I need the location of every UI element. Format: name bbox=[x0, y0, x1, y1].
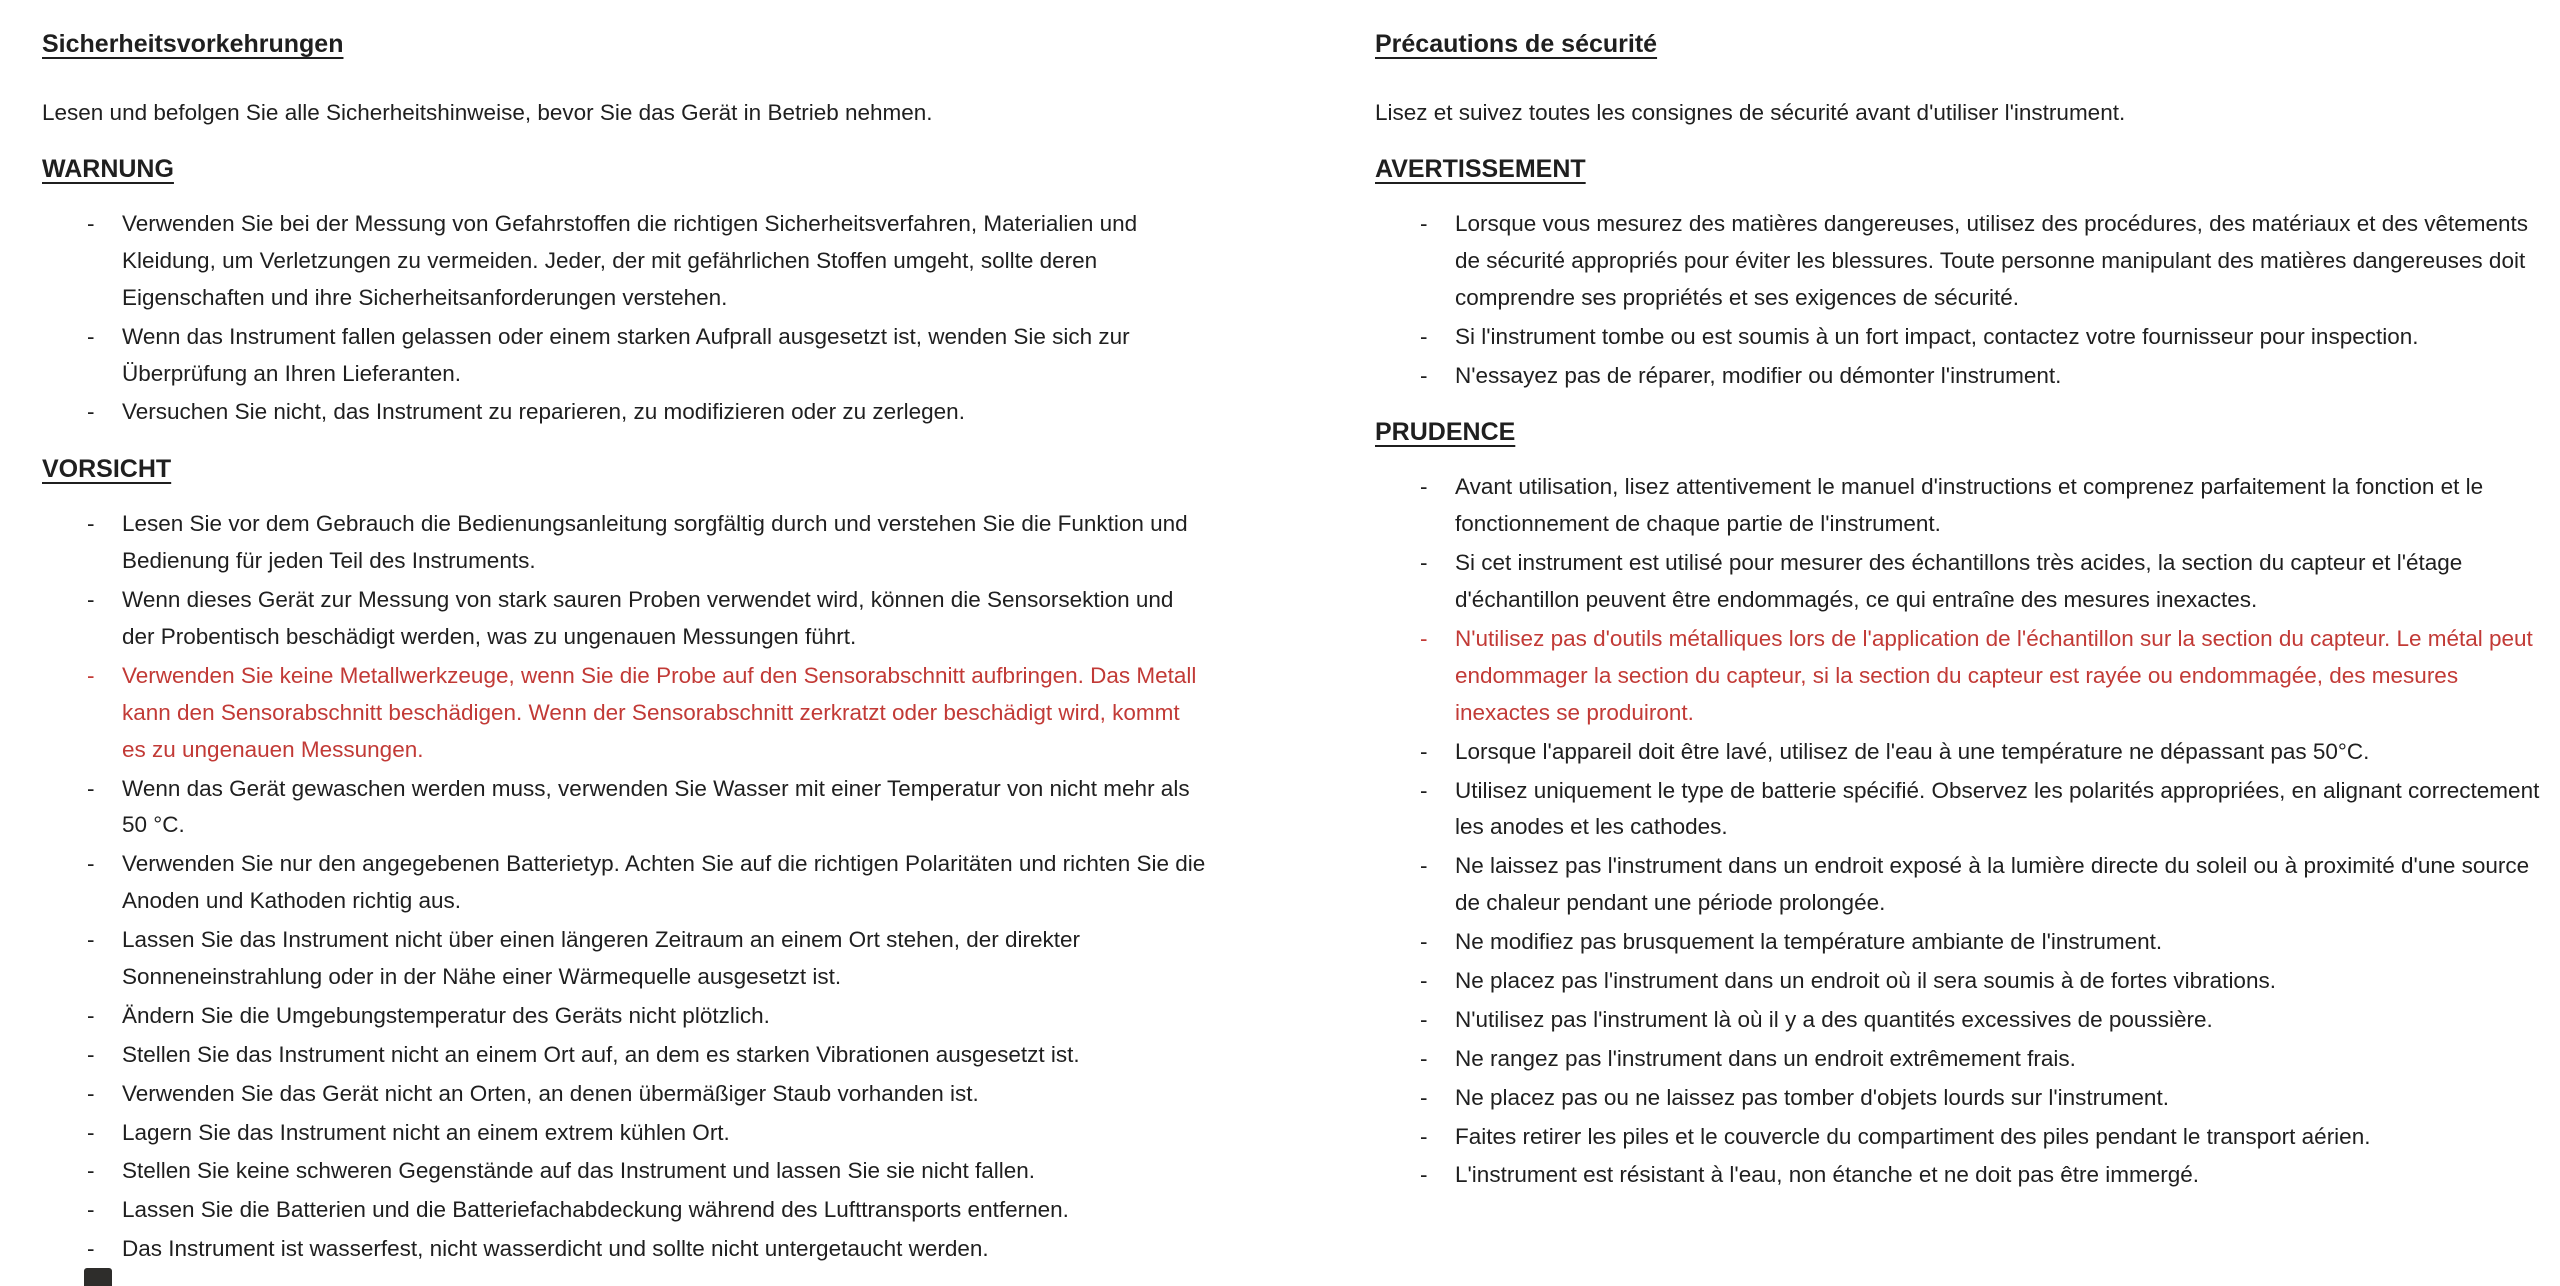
bullet-text: Ändern Sie die Umgebungstemperatur des Geräts nicht plötzlich. bbox=[122, 1002, 770, 1028]
bullet-item bbox=[87, 582, 1207, 656]
bullet-item bbox=[87, 998, 1207, 1035]
bullet-item bbox=[1420, 1119, 2545, 1156]
bullet-item bbox=[87, 506, 1207, 580]
bullet-text: Stellen Sie keine schweren Gegenstände auf das Instrument und lassen Sie sie nicht fallen. bbox=[122, 1158, 1036, 1184]
safety-column-french bbox=[1375, 30, 2545, 1276]
bullet-item bbox=[1420, 963, 2545, 1000]
bullet-text: Wenn dieses Gerät zur Messung von stark sauren Proben verwendet wird, können die Sensorsektion und der Probentisch beschädigt werden, was zu ungenauen Messungen führt. bbox=[122, 587, 1174, 650]
column-body bbox=[1375, 155, 2545, 1194]
bullet-item bbox=[1420, 206, 2545, 317]
bullet-text: N'essayez pas de réparer, modifier ou démonter l'instrument. bbox=[1455, 362, 2062, 388]
bullet-text: Versuchen Sie nicht, das Instrument zu reparieren, zu modifizieren oder zu zerlegen. bbox=[122, 399, 965, 425]
next-page-content-edge bbox=[84, 1268, 112, 1286]
bullet-item bbox=[87, 1231, 1207, 1268]
bullet-text: Ne placez pas ou ne laissez pas tomber d'objets lourds sur l'instrument. bbox=[1455, 1084, 2169, 1110]
bullet-item bbox=[1420, 848, 2545, 922]
bullet-text: Wenn das Gerät gewaschen werden muss, verwenden Sie Wasser mit einer Temperatur von nicht mehr als 50 °C. bbox=[122, 775, 1190, 838]
bullet-text: Wenn das Instrument fallen gelassen oder einem starken Aufprall ausgesetzt ist, wenden Sie sich zur Überprüfung an Ihren Lieferanten. bbox=[122, 323, 1130, 386]
bullet-item bbox=[87, 1153, 1207, 1190]
bullet-item bbox=[1420, 358, 2545, 395]
bullet-text: Verwenden Sie bei der Messung von Gefahrstoffen die richtigen Sicherheitsverfahren, Materialien und Kleidung, um Verletzungen zu vermeiden. Jeder, der mit gefährlichen Stoffen umgeht, sollte deren Eigenschaften und ihre Sicherheitsanforderungen verstehen. bbox=[122, 211, 1138, 310]
bullet-text: Verwenden Sie das Gerät nicht an Orten, an denen übermäßiger Staub vorhanden ist. bbox=[122, 1080, 979, 1106]
bullet-text: Utilisez uniquement le type de batterie spécifié. Observez les polarités appropriées, en alignant correctement les anodes et les cathodes. bbox=[1455, 777, 2540, 840]
bullet-text: Avant utilisation, lisez attentivement le manuel d'instructions et comprenez parfaitement la fonction et le fonctionnement de chaque partie de l'instrument. bbox=[1455, 474, 2484, 537]
bullet-item bbox=[87, 1115, 1207, 1152]
bullet-text: Ne rangez pas l'instrument dans un endroit extrêmement frais. bbox=[1455, 1045, 2076, 1071]
bullet-item bbox=[1420, 621, 2545, 732]
bullet-text: Lagern Sie das Instrument nicht an einem extrem kühlen Ort. bbox=[122, 1119, 730, 1145]
bullet-text: N'utilisez pas d'outils métalliques lors de l'application de l'échantillon sur la section du capteur. Le métal peut endommager la section du capteur, si la section du capteur est rayée ou endommagée, des mesures inexactes se produiront. bbox=[1455, 626, 2533, 725]
bullet-item bbox=[87, 658, 1207, 769]
safety-column-german bbox=[42, 30, 1207, 1276]
bullet-item bbox=[87, 1037, 1207, 1074]
bullet-text: Lassen Sie die Batterien und die Batteriefachabdeckung während des Lufttransports entfernen. bbox=[122, 1197, 1069, 1223]
bullet-text: Ne modifiez pas brusquement la température ambiante de l'instrument. bbox=[1455, 929, 2163, 955]
section-heading: PRUDENCE bbox=[1375, 418, 1516, 447]
bullet-list bbox=[1375, 206, 2545, 394]
section-heading: VORSICHT bbox=[42, 455, 172, 484]
bullet-list bbox=[42, 506, 1207, 1268]
bullet-item bbox=[87, 922, 1207, 996]
bullet-text: Ne placez pas l'instrument dans un endroit où il sera soumis à de fortes vibrations. bbox=[1455, 968, 2276, 994]
bullet-item bbox=[1420, 734, 2545, 771]
bullet-text: Faites retirer les piles et le couvercle du compartiment des piles pendant le transport aérien. bbox=[1455, 1123, 2371, 1149]
bullet-item bbox=[1420, 773, 2545, 847]
bullet-item bbox=[1420, 1157, 2545, 1194]
bullet-text: Verwenden Sie nur den angegebenen Batterietyp. Achten Sie auf die richtigen Polaritäten und richten Sie die Anoden und Kathoden richtig aus. bbox=[122, 851, 1206, 914]
bullet-text: Si l'instrument tombe ou est soumis à un fort impact, contactez votre fournisseur pour inspection. bbox=[1455, 323, 2419, 349]
bullet-text: Lassen Sie das Instrument nicht über einen längeren Zeitraum an einem Ort stehen, der direkter Sonneneinstrahlung oder in der Nähe einer Wärmequelle ausgesetzt ist. bbox=[122, 927, 1081, 990]
safety-section bbox=[1375, 418, 2545, 1194]
bullet-text: Das Instrument ist wasserfest, nicht wasserdicht und sollte nicht untergetaucht werden. bbox=[122, 1236, 989, 1262]
bullet-item bbox=[87, 206, 1207, 317]
section-heading: WARNUNG bbox=[42, 155, 174, 183]
bullet-item bbox=[1420, 924, 2545, 961]
column-intro: Lesen und befolgen Sie alle Sicherheitshinweise, bevor Sie das Gerät in Betrieb nehmen. bbox=[42, 100, 933, 125]
bullet-text: Lesen Sie vor dem Gebrauch die Bedienungsanleitung sorgfältig durch und verstehen Sie die Funktion und Bedienung für jeden Teil des Instruments. bbox=[122, 511, 1188, 574]
safety-section bbox=[1375, 155, 2545, 394]
bullet-text: Ne laissez pas l'instrument dans un endroit exposé à la lumière directe du soleil ou à proximité d'une source de chaleur pendant une période prolongée. bbox=[1455, 853, 2530, 916]
bullet-text: N'utilisez pas l'instrument là où il y a des quantités excessives de poussière. bbox=[1455, 1006, 2213, 1032]
bullet-item bbox=[1420, 1002, 2545, 1039]
bullet-item bbox=[87, 1192, 1207, 1229]
bullet-text: Lorsque vous mesurez des matières dangereuses, utilisez des procédures, des matériaux et des vêtements de sécurité appropriés pour éviter les blessures. Toute personne manipulant des matières dangereuses doit comprendre ses propriétés et ses exigences de sécurité. bbox=[1455, 211, 2529, 310]
column-body bbox=[42, 155, 1207, 1268]
section-heading: AVERTISSEMENT bbox=[1375, 155, 1586, 183]
bullet-item bbox=[87, 846, 1207, 920]
bullet-item bbox=[87, 394, 1207, 431]
bullet-item bbox=[87, 771, 1207, 845]
bullet-item bbox=[1420, 1080, 2545, 1117]
bullet-item bbox=[1420, 319, 2545, 356]
bullet-text: Stellen Sie das Instrument nicht an einem Ort auf, an dem es starken Vibrationen ausgesetzt ist. bbox=[122, 1041, 1080, 1067]
safety-section bbox=[42, 455, 1207, 1268]
bullet-item bbox=[1420, 545, 2545, 619]
bullet-list bbox=[42, 206, 1207, 431]
bullet-text: Verwenden Sie keine Metallwerkzeuge, wenn Sie die Probe auf den Sensorabschnitt aufbringen. Das Metall kann den Sensorabschnitt beschädigen. Wenn der Sensorabschnitt zerkratzt oder beschädigt wird, kommt es zu ungenauen Messungen. bbox=[122, 662, 1197, 762]
bullet-item bbox=[87, 1076, 1207, 1113]
bullet-text: Lorsque l'appareil doit être lavé, utilisez de l'eau à une température ne dépassant pas 50°C. bbox=[1455, 738, 2370, 764]
bullet-list bbox=[1375, 469, 2545, 1194]
bullet-item bbox=[1420, 1041, 2545, 1078]
bullet-text: Si cet instrument est utilisé pour mesurer des échantillons très acides, la section du capteur et l'étage d'échantillon peuvent être endommagés, ce qui entraîne des mesures inexactes. bbox=[1455, 550, 2463, 613]
column-intro: Lisez et suivez toutes les consignes de sécurité avant d'utiliser l'instrument. bbox=[1375, 100, 2126, 125]
bullet-text: L'instrument est résistant à l'eau, non étanche et ne doit pas être immergé. bbox=[1455, 1162, 2200, 1188]
safety-section bbox=[42, 155, 1207, 431]
bullet-item bbox=[1420, 469, 2545, 543]
column-title: Précautions de sécurité bbox=[1375, 30, 1658, 58]
bullet-item bbox=[87, 319, 1207, 393]
column-title: Sicherheitsvorkehrungen bbox=[42, 30, 344, 58]
